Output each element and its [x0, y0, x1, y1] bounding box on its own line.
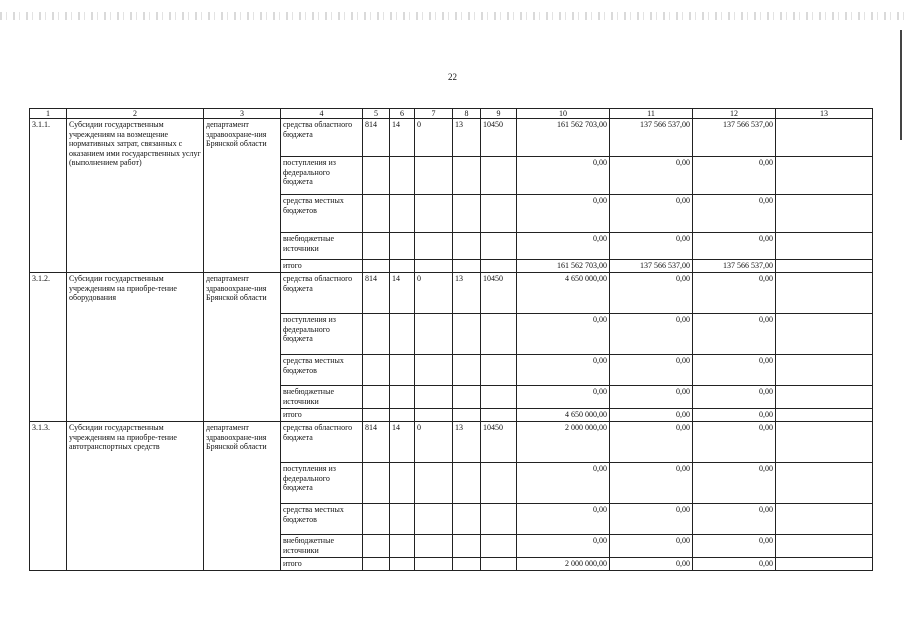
empty-cell [415, 157, 453, 195]
empty-cell [415, 409, 453, 422]
empty-cell [363, 314, 390, 355]
empty-cell [453, 463, 481, 504]
empty-cell [415, 195, 453, 233]
funding-source: внебюджетные источники [281, 535, 363, 558]
amount-col10: 0,00 [517, 157, 610, 195]
empty-cell [776, 260, 873, 273]
amount-col12: 137 566 537,00 [693, 260, 776, 273]
empty-cell [453, 157, 481, 195]
empty-cell [481, 504, 517, 535]
section-department: департамент здравоохране-ния Брянской области [204, 119, 281, 273]
amount-col11: 0,00 [610, 558, 693, 571]
amount-col11: 137 566 537,00 [610, 119, 693, 157]
empty-cell [363, 535, 390, 558]
empty-cell [776, 504, 873, 535]
amount-col12: 0,00 [693, 386, 776, 409]
empty-cell [776, 233, 873, 260]
column-header: 6 [390, 109, 415, 119]
empty-cell [481, 195, 517, 233]
amount-col10: 0,00 [517, 535, 610, 558]
funding-source: итого [281, 558, 363, 571]
funding-source: внебюджетные источники [281, 233, 363, 260]
column-header: 2 [67, 109, 204, 119]
amount-col10: 0,00 [517, 386, 610, 409]
amount-col12: 0,00 [693, 233, 776, 260]
column-header: 12 [693, 109, 776, 119]
amount-col12: 0,00 [693, 535, 776, 558]
section-name: Субсидии государственным учреждениям на приобре-тение автотранспортных средств [67, 422, 204, 571]
amount-col10: 0,00 [517, 504, 610, 535]
amount-col10: 0,00 [517, 195, 610, 233]
amount-col11: 0,00 [610, 504, 693, 535]
amount-col10: 4 650 000,00 [517, 273, 610, 314]
empty-cell [481, 535, 517, 558]
amount-col11: 0,00 [610, 409, 693, 422]
funding-source: средства областного бюджета [281, 273, 363, 314]
funding-source: поступления из федерального бюджета [281, 157, 363, 195]
amount-col10: 0,00 [517, 463, 610, 504]
code-cell: 814 [363, 119, 390, 157]
column-header: 7 [415, 109, 453, 119]
amount-col10: 0,00 [517, 233, 610, 260]
funding-source: средства местных бюджетов [281, 355, 363, 386]
empty-cell [453, 314, 481, 355]
empty-cell [453, 558, 481, 571]
amount-col12: 0,00 [693, 273, 776, 314]
empty-cell [363, 558, 390, 571]
amount-col10: 2 000 000,00 [517, 422, 610, 463]
header-row [30, 109, 873, 119]
funding-source: итого [281, 260, 363, 273]
code-cell: 0 [415, 119, 453, 157]
code-cell: 13 [453, 273, 481, 314]
column-header: 10 [517, 109, 610, 119]
funding-source: средства областного бюджета [281, 119, 363, 157]
code-cell: 14 [390, 119, 415, 157]
column-header: 5 [363, 109, 390, 119]
empty-cell [453, 355, 481, 386]
empty-cell [415, 233, 453, 260]
empty-cell [390, 355, 415, 386]
amount-col10: 0,00 [517, 355, 610, 386]
empty-cell [363, 504, 390, 535]
amount-col12: 0,00 [693, 409, 776, 422]
empty-cell [363, 386, 390, 409]
column-header: 9 [481, 109, 517, 119]
column-header: 4 [281, 109, 363, 119]
empty-cell [415, 558, 453, 571]
section-code: 3.1.3. [30, 422, 67, 571]
code-cell: 814 [363, 273, 390, 314]
amount-col11: 0,00 [610, 535, 693, 558]
empty-cell [453, 260, 481, 273]
amount-col11: 0,00 [610, 355, 693, 386]
empty-cell [481, 260, 517, 273]
empty-cell [453, 386, 481, 409]
empty-cell [776, 558, 873, 571]
amount-col12: 0,00 [693, 504, 776, 535]
empty-cell [481, 558, 517, 571]
code-cell: 13 [453, 422, 481, 463]
empty-cell [481, 355, 517, 386]
empty-cell [363, 260, 390, 273]
amount-col12: 0,00 [693, 314, 776, 355]
amount-col11: 0,00 [610, 273, 693, 314]
empty-cell [776, 119, 873, 157]
amount-col10: 2 000 000,00 [517, 558, 610, 571]
empty-cell [481, 233, 517, 260]
column-header: 13 [776, 109, 873, 119]
empty-cell [363, 409, 390, 422]
empty-cell [453, 195, 481, 233]
empty-cell [415, 355, 453, 386]
funding-source: средства местных бюджетов [281, 504, 363, 535]
empty-cell [776, 422, 873, 463]
table-row [30, 119, 873, 157]
code-cell: 10450 [481, 119, 517, 157]
empty-cell [390, 386, 415, 409]
empty-cell [776, 195, 873, 233]
amount-col11: 0,00 [610, 386, 693, 409]
empty-cell [390, 409, 415, 422]
empty-cell [363, 355, 390, 386]
amount-col10: 161 562 703,00 [517, 119, 610, 157]
empty-cell [453, 409, 481, 422]
empty-cell [415, 386, 453, 409]
empty-cell [481, 409, 517, 422]
empty-cell [453, 535, 481, 558]
amount-col11: 0,00 [610, 314, 693, 355]
empty-cell [363, 463, 390, 504]
empty-cell [415, 314, 453, 355]
empty-cell [363, 195, 390, 233]
table-row [30, 273, 873, 314]
empty-cell [481, 314, 517, 355]
column-header: 8 [453, 109, 481, 119]
amount-col12: 0,00 [693, 355, 776, 386]
empty-cell [363, 157, 390, 195]
section-code: 3.1.1. [30, 119, 67, 273]
amount-col10: 4 650 000,00 [517, 409, 610, 422]
budget-table [29, 108, 873, 571]
code-cell: 0 [415, 422, 453, 463]
empty-cell [776, 409, 873, 422]
empty-cell [481, 157, 517, 195]
funding-source: средства областного бюджета [281, 422, 363, 463]
empty-cell [390, 260, 415, 273]
amount-col12: 0,00 [693, 195, 776, 233]
scan-noise-top [0, 12, 905, 20]
code-cell: 14 [390, 422, 415, 463]
empty-cell [776, 355, 873, 386]
empty-cell [776, 463, 873, 504]
amount-col12: 0,00 [693, 463, 776, 504]
funding-source: внебюджетные источники [281, 386, 363, 409]
table-row [30, 422, 873, 463]
empty-cell [415, 535, 453, 558]
section-department: департамент здравоохране-ния Брянской области [204, 273, 281, 422]
funding-source: итого [281, 409, 363, 422]
amount-col11: 0,00 [610, 233, 693, 260]
funding-source: средства местных бюджетов [281, 195, 363, 233]
amount-col11: 137 566 537,00 [610, 260, 693, 273]
empty-cell [776, 314, 873, 355]
empty-cell [415, 504, 453, 535]
page-number: 22 [448, 72, 457, 82]
amount-col12: 0,00 [693, 558, 776, 571]
code-cell: 13 [453, 119, 481, 157]
column-header: 1 [30, 109, 67, 119]
section-code: 3.1.2. [30, 273, 67, 422]
empty-cell [390, 157, 415, 195]
amount-col10: 161 562 703,00 [517, 260, 610, 273]
code-cell: 0 [415, 273, 453, 314]
code-cell: 10450 [481, 273, 517, 314]
empty-cell [415, 463, 453, 504]
amount-col12: 137 566 537,00 [693, 119, 776, 157]
empty-cell [363, 233, 390, 260]
section-department: департамент здравоохране-ния Брянской области [204, 422, 281, 571]
amount-col11: 0,00 [610, 157, 693, 195]
empty-cell [390, 504, 415, 535]
code-cell: 814 [363, 422, 390, 463]
column-header: 3 [204, 109, 281, 119]
code-cell: 14 [390, 273, 415, 314]
empty-cell [390, 558, 415, 571]
empty-cell [453, 504, 481, 535]
amount-col10: 0,00 [517, 314, 610, 355]
empty-cell [390, 463, 415, 504]
empty-cell [776, 386, 873, 409]
empty-cell [776, 157, 873, 195]
funding-source: поступления из федерального бюджета [281, 463, 363, 504]
funding-source: поступления из федерального бюджета [281, 314, 363, 355]
amount-col11: 0,00 [610, 195, 693, 233]
amount-col12: 0,00 [693, 157, 776, 195]
empty-cell [776, 535, 873, 558]
empty-cell [390, 535, 415, 558]
empty-cell [481, 463, 517, 504]
amount-col12: 0,00 [693, 422, 776, 463]
section-name: Субсидии государственным учреждениям на приобре-тение оборудования [67, 273, 204, 422]
empty-cell [453, 233, 481, 260]
empty-cell [390, 195, 415, 233]
column-header: 11 [610, 109, 693, 119]
scan-edge-mark [900, 30, 902, 140]
amount-col11: 0,00 [610, 422, 693, 463]
empty-cell [390, 233, 415, 260]
code-cell: 10450 [481, 422, 517, 463]
empty-cell [481, 386, 517, 409]
empty-cell [390, 314, 415, 355]
empty-cell [776, 273, 873, 314]
empty-cell [415, 260, 453, 273]
amount-col11: 0,00 [610, 463, 693, 504]
section-name: Субсидии государственным учреждениям на возмещение нормативных затрат, связанных с оказанием ими государственных услуг (выполнением работ) [67, 119, 204, 273]
